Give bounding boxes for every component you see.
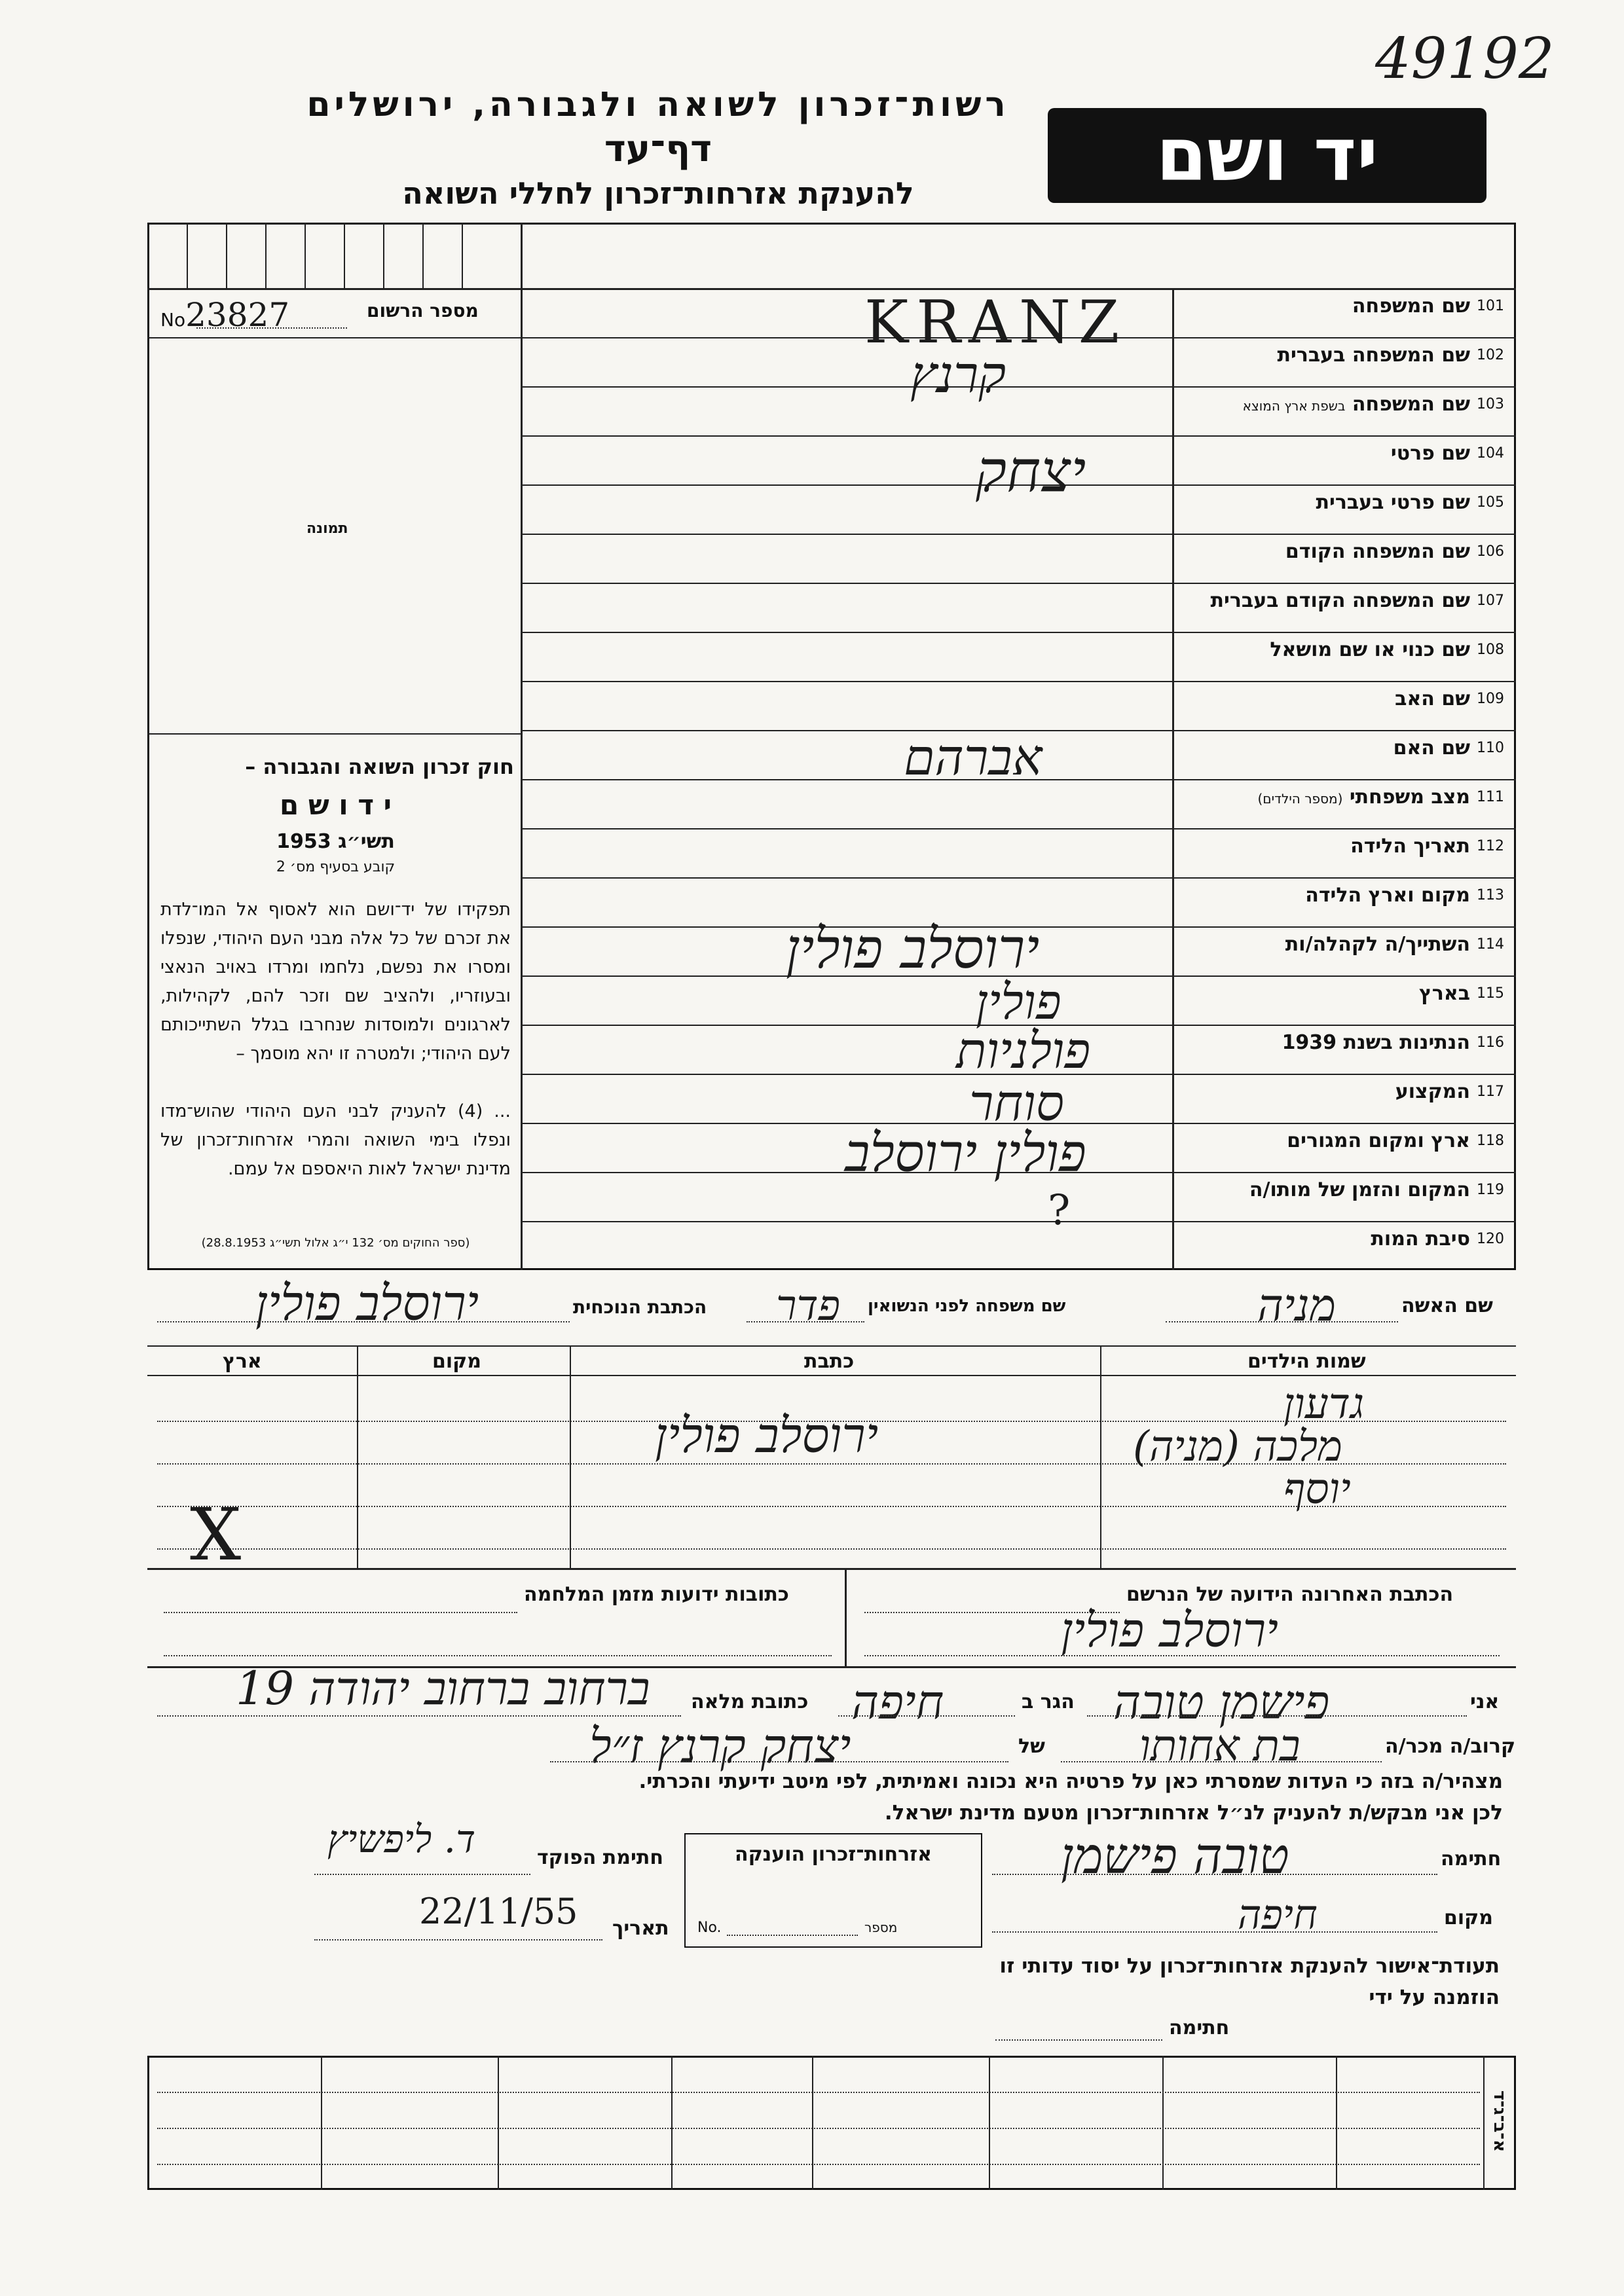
field-label: המקום והזמן של מותו/ה: [1249, 1178, 1470, 1201]
archive-number: 49192: [1375, 26, 1555, 92]
declarant-i-label: אני: [1470, 1690, 1500, 1713]
law-text: תפקידו של יד־ושם הוא לאסוף אל המו־לדת את זכרם של כל אלה מבני העם היהודי, שנפלו ומסרו את נפשם, נלחמו ומרדו באויב הנאצי ובעוזריו, ולהציב שם וזכר להם, לקהילות, לארגונים ולמוסדות שנחרבו בגלל השתייכותם לעם היהודי; ולמטרה זו יהא מוסמך –: [160, 900, 511, 1064]
header-line2: דף־עד: [604, 128, 712, 170]
wife-name: מניה: [1257, 1280, 1337, 1332]
last-known-address: ירוסלב פולין: [1061, 1603, 1278, 1658]
last-known-address-label: הכתבת האחרונה הידועה של הנרשם: [1126, 1583, 1454, 1606]
yad-vashem-logo: יד ושם: [1048, 108, 1486, 203]
wife-maiden-label: שם משפחה לפני הנשואין: [868, 1296, 1066, 1316]
law-year: תשי״ג 1953: [276, 830, 395, 853]
field-label: שם האם: [1393, 737, 1470, 759]
law-text-2: ... (4) להעניק לבני העם היהודי שהוש־מדו ונפלו בימי השואה והמרי אזרחות־זכרון של מדינת ישראל לאות היאספם אל עמם.: [160, 1101, 511, 1179]
value-residence: פולין ירוסלב: [845, 1123, 1086, 1184]
field-label: בארץ: [1418, 982, 1470, 1005]
value-community: ירוסלב פולין: [786, 917, 1040, 981]
declarant-place: חיפה: [1238, 1891, 1318, 1939]
registration-number: No23827: [160, 296, 290, 334]
law-title: חוק זכרון השואה והגבורה –: [245, 754, 514, 779]
certificate-line-1: תעודת־אישור להענקת אזרחות־זכרון על יסוד עדותי זו: [999, 1954, 1500, 1978]
value-nationality: פולניות: [956, 1021, 1091, 1080]
declarant-signature-label: חתימה: [1441, 1848, 1502, 1870]
bottom-grid: [147, 2056, 1516, 2190]
declarant-signature: טובה פישמן: [1061, 1827, 1289, 1885]
granting-box-no: No.: [697, 1920, 722, 1936]
value-country: פולין: [976, 974, 1061, 1030]
declarant-of-name: יצחק קרנץ ז״ל: [589, 1719, 851, 1774]
footer-code: א־ב־ג־ד: [1490, 2090, 1509, 2153]
law-source: (ספר החוקים מס׳ 132 י״ג אלול תשי״ג 28.8.1953): [201, 1236, 470, 1250]
grant-date: 22/11/55: [419, 1891, 578, 1932]
field-label: שם המשפחה בעברית: [1277, 344, 1470, 367]
field-label: סיבת המות: [1371, 1228, 1470, 1250]
law-clause: קובע בסעיף מס׳ 2: [276, 859, 396, 875]
value-death-place: ?: [1048, 1186, 1071, 1235]
field-label: המקצוע: [1395, 1080, 1470, 1103]
declarant-of-label: של: [1018, 1735, 1045, 1758]
child-name-3: יוסף: [1283, 1465, 1351, 1514]
field-label: שם פרטי בעברית: [1316, 491, 1470, 514]
wife-address-label: הכתבת הנוכחית: [573, 1296, 707, 1318]
field-label: שם המשפחה: [1352, 295, 1470, 318]
field-label: שם המשפחה בשפת ארץ המוצא: [1242, 393, 1470, 416]
date-label: תאריך: [612, 1917, 669, 1940]
value-family-name: KRANZ: [864, 288, 1128, 357]
field-label: תאריך הלידה: [1350, 835, 1470, 858]
header-line3: להענקת אזרחות־זכרון לחללי השואה: [402, 175, 914, 211]
children-header-address: כתבת: [804, 1350, 855, 1373]
declaration-line-2: לכן אני מבקש/ת להעניק לנ״ל אזרחות־זכרון מטעם מדינת ישראל.: [884, 1801, 1503, 1825]
declarant-address: ברחוב ברחוב יהודה 19: [236, 1662, 650, 1715]
photo-label: תמונה: [306, 520, 348, 537]
field-label: מצב משפחתי (מספר הילדים): [1257, 786, 1470, 809]
field-label: מקום וארץ הלידה: [1305, 884, 1470, 907]
certificate-signature-label: חתימה: [1169, 2016, 1230, 2039]
children-header-place: מקום: [432, 1350, 481, 1373]
value-family-name-hebrew: קרנץ: [910, 346, 1006, 405]
declarant-relation-label: קרוב/ה מכר/ה: [1385, 1735, 1516, 1758]
declarant-city: חיפה: [851, 1675, 944, 1730]
field-label: הנתינות בשנת 1939: [1282, 1031, 1470, 1054]
registration-label: מספר הרשום: [367, 300, 479, 321]
declarant-relation: בת אחותו: [1139, 1721, 1301, 1771]
declarant-name: פישמן טובה: [1113, 1675, 1330, 1730]
field-label: שם המשפחה הקודם בעברית: [1210, 589, 1470, 612]
child-name-1: גדעון: [1283, 1380, 1365, 1429]
value-profession: סוחר: [969, 1074, 1064, 1132]
field-label: השתייך/ה לקהלה/ות: [1285, 933, 1470, 956]
issuer-signature-label: חתימת הפוקד: [537, 1846, 663, 1869]
header-line1: רשות־זכרון לשואה ולגבורה, ירושלים: [306, 85, 1010, 124]
wife-label: שם האשה: [1401, 1294, 1493, 1317]
granting-box-number-label: מספר: [864, 1920, 898, 1935]
field-label: שם המשפחה הקודם: [1285, 540, 1470, 563]
declaration-line-1: מצהיר/ה בזה כי העדות שמסרתי כאן על פרטיה היא נכונה ואמיתית, לפי מיטב ידיעתי והכרתי.: [638, 1770, 1503, 1793]
law-name: י ד ו ש ם: [279, 789, 392, 821]
declarant-resides-label: הגר ב: [1022, 1690, 1075, 1713]
field-label: שם האב: [1395, 687, 1470, 710]
wife-address: ירוסלב פולין: [255, 1275, 479, 1332]
children-address: ירוסלב פולין: [655, 1408, 879, 1464]
war-addresses-label: כתובות ידועות מזמן המלחמה: [524, 1583, 789, 1606]
field-label: שם כנוי או שם מושאל: [1270, 638, 1470, 661]
child-name-2: מלכה (מניה): [1133, 1423, 1342, 1471]
wife-maiden-name: פדר: [776, 1282, 840, 1330]
children-header-names: שמות הילדים: [1247, 1350, 1366, 1373]
declarant-place-label: מקום: [1444, 1906, 1493, 1929]
children-mark: X: [190, 1493, 242, 1576]
field-label: ארץ ומקום המגורים: [1287, 1129, 1470, 1152]
value-mother-name: אברהם: [904, 728, 1043, 786]
children-header-country: ארץ: [223, 1350, 262, 1373]
declarant-address-label: כתובת מלאה: [691, 1690, 809, 1713]
certificate-line-2: הוזמנה על ידי: [1369, 1986, 1500, 2009]
value-first-name: יצחק: [976, 437, 1086, 505]
issuer-signature: ד. ליפשיץ: [327, 1817, 476, 1861]
field-label: שם פרטי: [1390, 442, 1470, 465]
granting-box-title: אזרחות־זכרון הוענקה: [734, 1843, 932, 1866]
